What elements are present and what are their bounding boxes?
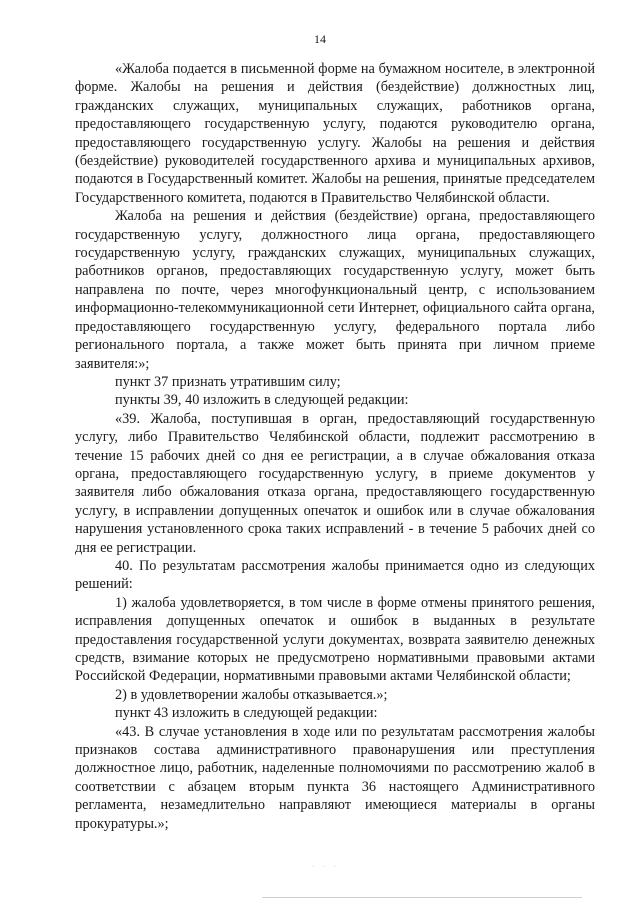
paragraph-clause-37: пункт 37 признать утратившим силу; <box>115 373 341 390</box>
paragraph-clauses-39-40: пункты 39, 40 изложить в следующей редакции: <box>115 392 409 409</box>
paragraph-clause-39-text: «39. Жалоба, поступившая в орган, предоставляющий государственную услугу, либо Правительство Челябинской области, подлежит рассмотрению в течение 15 рабочих дней со дня ее регистрации, а в случае обжалования отказа органа, предоставляющего государственную услугу, в приеме документов у заявителя либо обжалования отказа органа, предоставляющего государственную услугу, в исправлении допущенных опечаток и ошибок или в случае обжалования нарушения установленного срока таких исправлений - в течение 5 рабочих дней со дня ее регистрации. <box>75 410 595 556</box>
scan-edge-line <box>262 897 582 898</box>
paragraph-clause-43-text: «43. В случае установления в ходе или по результатам рассмотрения жалобы признаков состава административного правонарушения или преступления должностное лицо, работник, наделенные полномочиями по рассмотрению жалоб в соответствии с абзацем вторым пункта 36 настоящего Административного регламента, незамедлительно направляют имеющиеся материалы в органы прокуратуры.»; <box>75 723 595 832</box>
paragraph-clause-43: пункт 43 изложить в следующей редакции: <box>115 705 378 722</box>
paragraph-complaint-form: «Жалоба подается в письменной форме на бумажном носителе, в электронной форме. Жалобы на решения и действия (бездействие) должностных лиц, гражданских служащих, муниципальных служащих, работников органа, предоставляющего государственную услугу, подаются руководителю органа, предоставляющего государственную услугу. Жалобы на решения и действия (бездействие) руководителей государственного архива и муниципальных архивов, подаются в Государственный комитет. Жалобы на решения, принятые председателем Государственного комитета, подаются в Правительство Челябинской области. <box>75 61 595 206</box>
scan-artifact: · · · <box>312 862 339 871</box>
page-number: 14 <box>314 32 326 46</box>
paragraph-clause-40-text: 40. По результатам рассмотрения жалобы принимается одно из следующих решений: <box>75 557 595 593</box>
paragraph-decision-1: 1) жалоба удовлетворяется, в том числе в форме отмены принятого решения, исправления допущенных опечаток и ошибок в выданных в результате предоставления государственной услуги документах, возврата заявителю денежных средств, взимание которых не предусмотрено нормативными правовыми актами Российской Федерации, нормативными правовыми актами Челябинской области; <box>75 594 595 685</box>
document-body <box>75 60 595 833</box>
paragraph-complaint-channels: Жалоба на решения и действия (бездействие) органа, предоставляющего государственную услугу, должностного лица органа, предоставляющего государственную услугу, гражданских служащих, муниципальных служащих, работников органов, предоставляющих государственную услугу, может быть направлена по почте, через многофункциональный центр, с использованием информационно-телекоммуникационной сети Интернет, официального сайта органа, предоставляющего государственную услугу, федерального портала либо регионального портала, а также может быть принята при личном приеме заявителя:»; <box>75 208 595 372</box>
paragraph-decision-2: 2) в удовлетворении жалобы отказывается.»; <box>115 686 388 703</box>
